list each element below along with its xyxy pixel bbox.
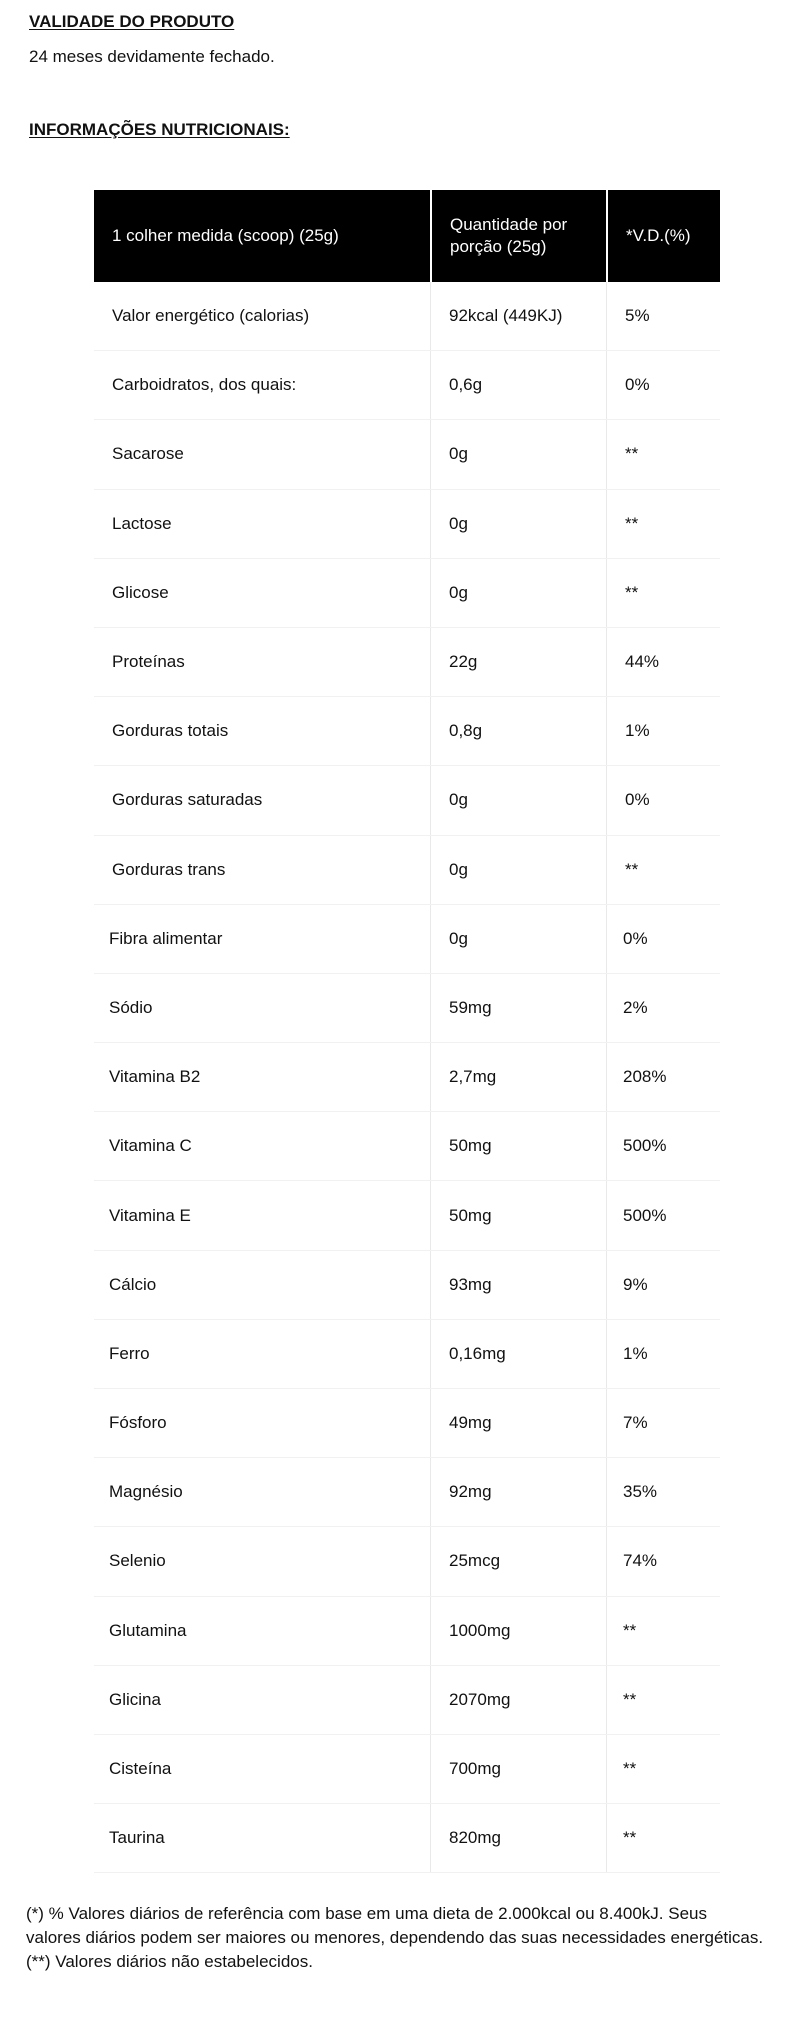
table-row [94,1320,720,1389]
table-header [94,190,720,282]
header-serving: 1 colher medida (scoop) (25g) [112,226,339,245]
validity-text: 24 meses devidamente fechado. [29,47,275,66]
nutrient-name: Taurina [109,1828,165,1848]
table-row [94,559,720,628]
nutrient-amount: 50mg [430,1181,606,1249]
nutrient-daily-value: ** [606,420,720,488]
nutrient-amount: 92mg [430,1458,606,1526]
nutrient-daily-value: ** [606,1666,720,1734]
table-row [94,1112,720,1181]
nutrient-amount: 0,6g [430,351,606,419]
header-daily-value: *V.D.(%) [606,190,720,282]
table-row [94,1804,720,1873]
table-row [94,351,720,420]
nutrient-daily-value: 0% [606,351,720,419]
nutrient-daily-value: ** [606,1597,720,1665]
table-row [94,1043,720,1112]
nutrient-name: Gorduras trans [112,859,226,879]
nutrient-amount: 0g [430,420,606,488]
nutrient-amount: 0g [430,490,606,558]
table-row [94,1389,720,1458]
table-row [94,1458,720,1527]
nutrient-amount: 92kcal (449KJ) [430,282,606,350]
nutrient-daily-value: 2% [606,974,720,1042]
nutrient-amount: 49mg [430,1389,606,1457]
nutrient-amount: 0g [430,766,606,834]
nutrient-name: Vitamina C [109,1136,192,1156]
nutrient-amount: 0g [430,836,606,904]
nutrient-amount: 59mg [430,974,606,1042]
table-row [94,974,720,1043]
nutrition-table [94,190,720,1873]
nutrient-daily-value: ** [606,836,720,904]
table-row [94,697,720,766]
nutrient-daily-value: 44% [606,628,720,696]
nutrient-amount: 2,7mg [430,1043,606,1111]
nutrient-name: Vitamina E [109,1205,191,1225]
table-row [94,420,720,489]
nutrient-amount: 22g [430,628,606,696]
nutrient-daily-value: 1% [606,697,720,765]
nutrient-amount: 93mg [430,1251,606,1319]
table-row [94,766,720,835]
nutrient-amount: 25mcg [430,1527,606,1595]
nutrient-amount: 700mg [430,1735,606,1803]
table-row [94,1251,720,1320]
nutrient-name: Vitamina B2 [109,1067,201,1087]
nutrition-heading: INFORMAÇÕES NUTRICIONAIS: [29,120,290,139]
nutrient-name: Cisteína [109,1759,172,1779]
nutrient-daily-value: 5% [606,282,720,350]
nutrient-daily-value: 35% [606,1458,720,1526]
table-row [94,282,720,351]
nutrient-amount: 0,16mg [430,1320,606,1388]
nutrient-daily-value: ** [606,559,720,627]
header-quantity: Quantidade por porção (25g) [430,190,606,282]
nutrient-daily-value: 9% [606,1251,720,1319]
nutrient-amount: 2070mg [430,1666,606,1734]
nutrient-name: Ferro [109,1343,150,1363]
nutrient-daily-value: 0% [606,766,720,834]
nutrient-name: Fibra alimentar [109,928,223,948]
nutrient-name: Gorduras totais [112,721,229,741]
nutrient-name: Lactose [112,513,172,533]
nutrient-name: Selenio [109,1551,166,1571]
nutrient-daily-value: 1% [606,1320,720,1388]
table-row [94,1597,720,1666]
table-row [94,628,720,697]
nutrient-daily-value: 208% [606,1043,720,1111]
table-row [94,1735,720,1804]
nutrient-amount: 1000mg [430,1597,606,1665]
nutrient-daily-value: 7% [606,1389,720,1457]
table-row [94,836,720,905]
nutrient-amount: 0,8g [430,697,606,765]
nutrient-amount: 0g [430,559,606,627]
nutrient-daily-value: ** [606,1804,720,1872]
nutrient-amount: 0g [430,905,606,973]
nutrient-name: Proteínas [112,652,185,672]
nutrient-daily-value: 500% [606,1112,720,1180]
table-body [94,282,720,1873]
nutrient-name: Sacarose [112,444,184,464]
nutrient-name: Glicina [109,1689,161,1709]
table-row [94,1527,720,1596]
footnote: (*) % Valores diários de referência com base em uma dieta de 2.000kcal ou 8.400kJ. Seus valores diários podem ser maiores ou menores, dependendo das suas necessidades energéticas. (**) Valores diários não estabelecidos. [26,1904,764,1971]
table-row [94,490,720,559]
nutrient-name: Gorduras saturadas [112,790,263,810]
nutrient-name: Carboidratos, dos quais: [112,375,297,395]
table-row [94,1666,720,1735]
nutrient-daily-value: 500% [606,1181,720,1249]
nutrient-daily-value: ** [606,1735,720,1803]
nutrient-amount: 50mg [430,1112,606,1180]
validity-heading: VALIDADE DO PRODUTO [29,12,235,31]
nutrient-name: Glutamina [109,1620,187,1640]
nutrient-name: Sódio [109,997,153,1017]
nutrient-daily-value: 0% [606,905,720,973]
nutrient-amount: 820mg [430,1804,606,1872]
nutrient-daily-value: ** [606,490,720,558]
nutrient-name: Glicose [112,582,169,602]
nutrient-name: Valor energético (calorias) [112,306,310,326]
nutrient-daily-value: 74% [606,1527,720,1595]
table-row [94,1181,720,1250]
table-row [94,905,720,974]
nutrient-name: Cálcio [109,1274,157,1294]
nutrient-name: Magnésio [109,1482,183,1502]
nutrient-name: Fósforo [109,1413,167,1433]
